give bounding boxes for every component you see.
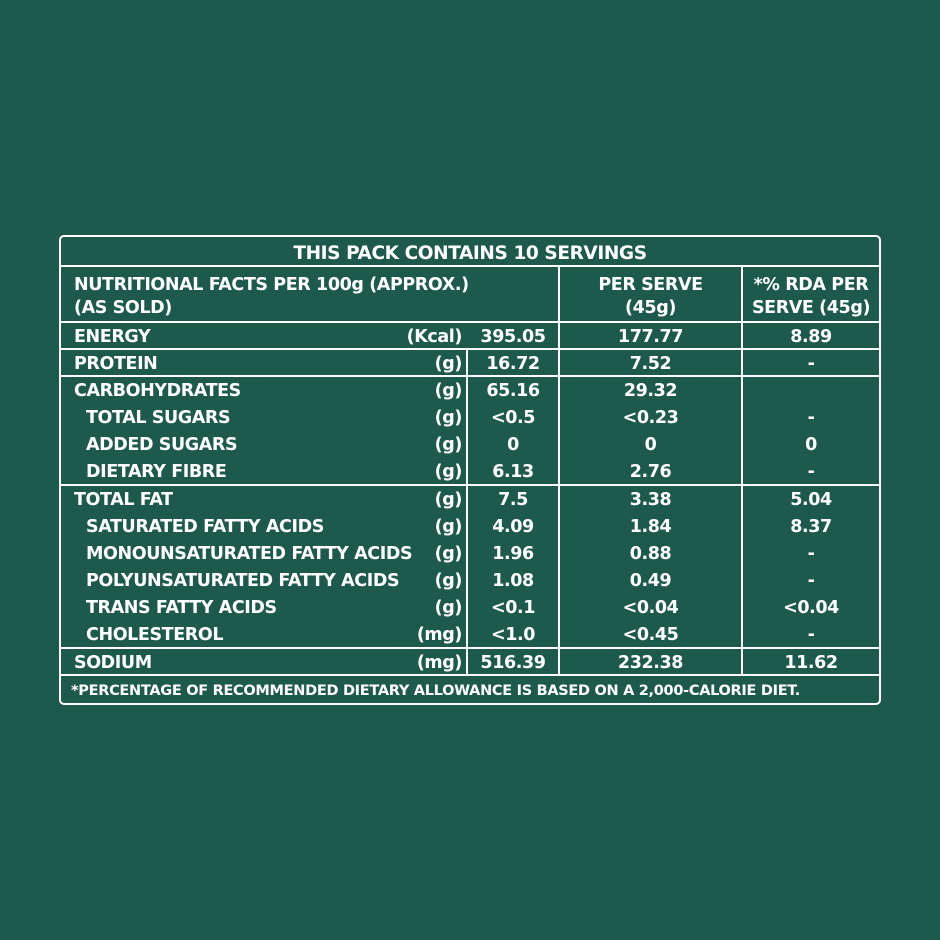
nutrient-name: TOTAL FAT (74, 490, 173, 510)
nutrient-unit: (g) (434, 571, 462, 591)
rda-value: - (807, 354, 815, 374)
nutrient-unit: (g) (434, 544, 462, 564)
nutrient-name: TOTAL SUGARS (86, 408, 231, 428)
header-nutritional-facts: NUTRITIONAL FACTS PER 100g (APPROX.) (74, 275, 469, 295)
per-100g-value: 395.05 (480, 327, 546, 347)
nutrient-unit: (g) (434, 490, 462, 510)
per-serve-value: 1.84 (629, 517, 672, 537)
rda-value: 0 (805, 435, 817, 455)
nutrient-name: PROTEIN (74, 354, 158, 374)
per-serve-value: 177.77 (617, 327, 684, 347)
nutrient-unit: (mg) (416, 653, 462, 673)
per-serve-value: 7.52 (629, 354, 672, 374)
per-100g-value: 7.5 (498, 490, 528, 510)
nutrient-name: MONOUNSATURATED FATTY ACIDS (86, 544, 413, 564)
nutrient-unit: (g) (434, 381, 462, 401)
energy-divider (61, 348, 879, 350)
per-100g-value: <1.0 (490, 625, 536, 645)
rda-value: 8.37 (790, 517, 832, 537)
header-per-serve-size: (45g) (625, 298, 676, 318)
per-serve-value: <0.45 (622, 625, 679, 645)
nutrient-name: ENERGY (74, 327, 151, 347)
per-serve-value: <0.04 (622, 598, 679, 618)
nutrient-name: DIETARY FIBRE (86, 462, 227, 482)
header-as-sold: (AS SOLD) (74, 298, 172, 318)
nutrient-name: TRANS FATTY ACIDS (86, 598, 277, 618)
nutrient-name: POLYUNSATURATED FATTY ACIDS (86, 571, 400, 591)
title-divider (61, 265, 879, 267)
per-serve-value: <0.23 (622, 408, 679, 428)
rda-value: <0.04 (783, 598, 839, 618)
per-serve-value: 2.76 (629, 462, 672, 482)
rda-value: - (807, 408, 815, 428)
rda-value: - (807, 625, 815, 645)
fat-group-divider (61, 647, 879, 649)
per-100g-value: <0.1 (490, 598, 536, 618)
per-serve-value: 0.88 (629, 544, 672, 564)
per-serve-value: 3.38 (629, 490, 672, 510)
per-serve-value: 0.49 (629, 571, 672, 591)
per-100g-value: 516.39 (480, 653, 546, 673)
footnote: *PERCENTAGE OF RECOMMENDED DIETARY ALLOWANCE IS BASED ON A 2,000-CALORIE DIET. (71, 683, 800, 699)
per-100g-value: 1.96 (492, 544, 534, 564)
nutrient-name: ADDED SUGARS (86, 435, 238, 455)
per-100g-value: <0.5 (490, 408, 536, 428)
per-serve-value: 0 (644, 435, 657, 455)
nutrient-unit: (g) (434, 435, 462, 455)
per-100g-value: 16.72 (486, 354, 540, 374)
nutrient-name: CARBOHYDRATES (74, 381, 241, 401)
per-100g-value: 6.13 (492, 462, 534, 482)
per-serve-value: 29.32 (623, 381, 678, 401)
per-100g-value: 65.16 (486, 381, 540, 401)
nutrient-unit: (Kcal) (406, 327, 462, 347)
nutrient-name: CHOLESTEROL (86, 625, 224, 645)
header-per-serve: PER SERVE (598, 275, 703, 295)
nutrient-unit: (g) (434, 462, 462, 482)
nutrient-unit: (mg) (416, 625, 462, 645)
nutrient-unit: (g) (434, 408, 462, 428)
per-100g-value: 0 (507, 435, 519, 455)
per-100g-value: 4.09 (492, 517, 534, 537)
header-divider (61, 321, 879, 323)
header-rda: *% RDA PER (753, 275, 869, 295)
nutrient-unit: (g) (434, 517, 462, 537)
nutrition-table (59, 235, 881, 705)
rda-value: - (807, 462, 815, 482)
rda-value: - (807, 571, 815, 591)
nutrient-name: SATURATED FATTY ACIDS (86, 517, 324, 537)
rda-value: 11.62 (784, 653, 838, 673)
per-serve-value: 232.38 (617, 653, 684, 673)
rda-value: - (807, 544, 815, 564)
sodium-divider (61, 674, 879, 676)
carbohydrate-group-divider (61, 484, 879, 486)
header-rda-serve: SERVE (45g) (751, 298, 871, 318)
rda-value: 5.04 (790, 490, 832, 510)
rda-value: 8.89 (790, 327, 832, 347)
nutrient-unit: (g) (434, 598, 462, 618)
protein-divider (61, 375, 879, 377)
table-title: THIS PACK CONTAINS 10 SERVINGS (293, 243, 647, 264)
per-100g-value: 1.08 (492, 571, 534, 591)
nutrient-unit: (g) (434, 354, 462, 374)
nutrient-name: SODIUM (74, 653, 152, 673)
